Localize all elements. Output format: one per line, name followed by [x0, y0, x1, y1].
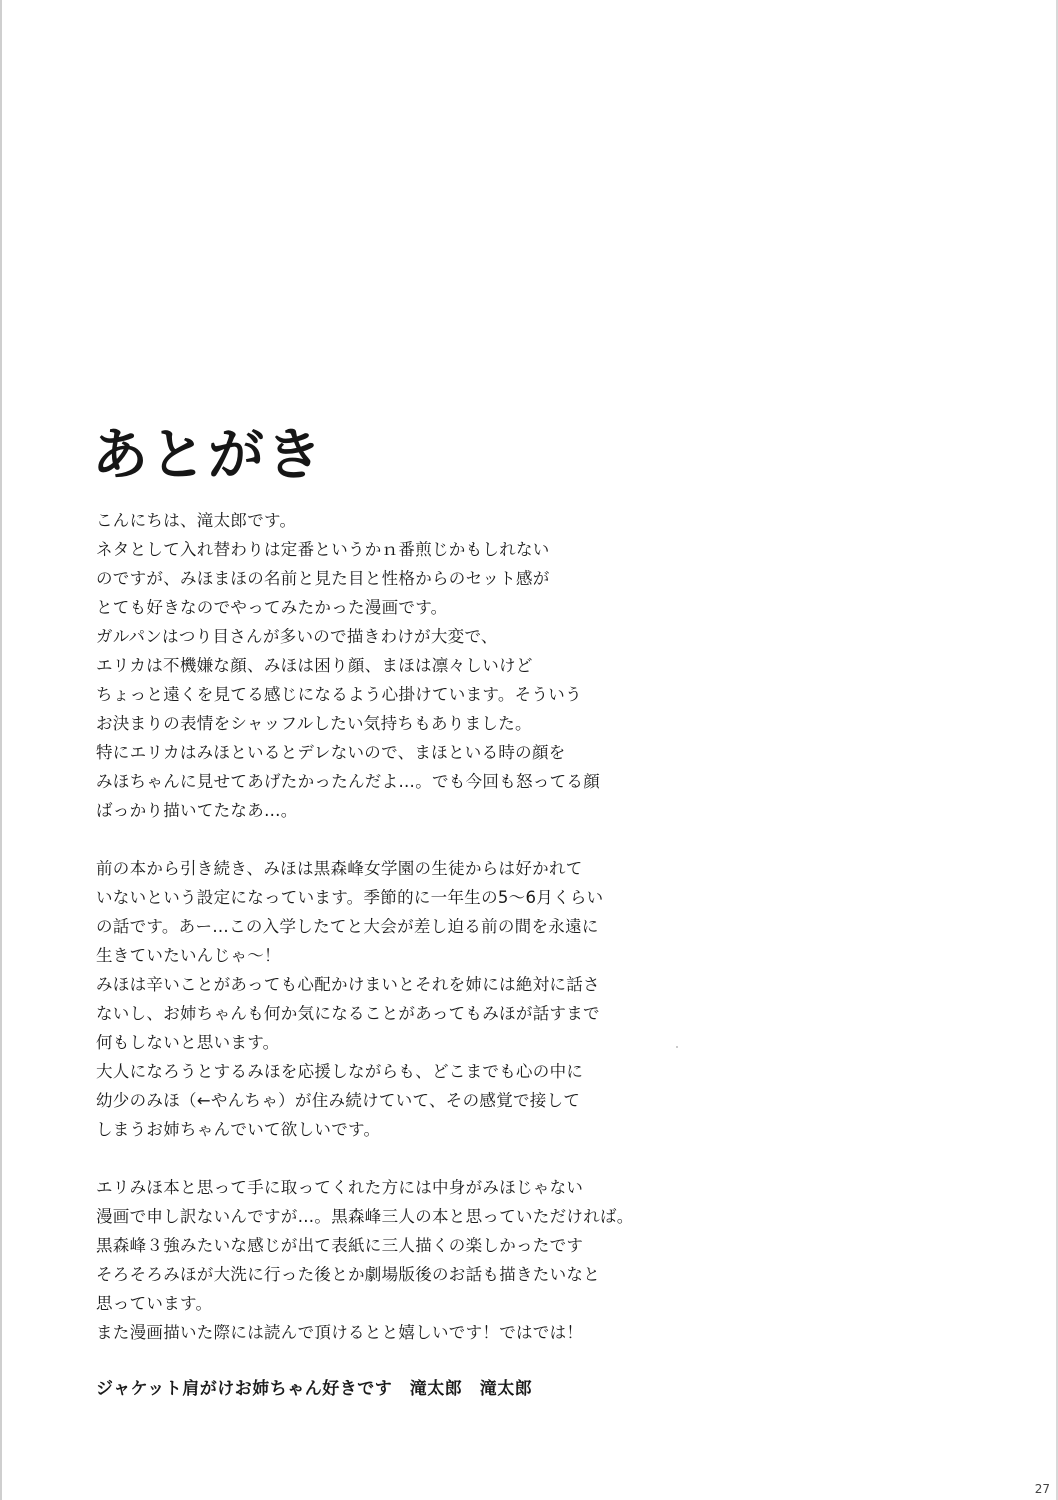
text-line: 特にエリカはみほといるとデレないので、まほといる時の顔を	[96, 743, 566, 762]
text-line: しまうお姉ちゃんでいて欲しいです。	[96, 1120, 381, 1139]
text-line: ばっかり描いてたなあ…。	[96, 801, 298, 820]
author-signature: ジャケット肩がけお姉ちゃん好きです 滝太郎 滝太郎	[96, 1379, 533, 1399]
afterword-heading: あとがき	[92, 423, 324, 488]
text-line: エリみほ本と思って手に取ってくれた方には中身がみほじゃない	[96, 1178, 584, 1197]
paragraph-gap	[96, 825, 656, 854]
print-speck	[676, 1046, 678, 1048]
text-line: 漫画で申し訳ないんですが…。黒森峰三人の本と思っていただければ。	[96, 1207, 634, 1226]
text-line: そろそろみほが大洗に行った後とか劇場版後のお話も描きたいなと	[96, 1265, 600, 1284]
page-edge-left	[0, 0, 2, 1500]
afterword-body	[96, 506, 656, 1347]
text-line: 黒森峰３強みたいな感じが出て表紙に三人描くの楽しかったです	[96, 1236, 584, 1255]
text-line: いないという設定になっています。季節的に一年生の5～6月くらい	[96, 888, 604, 907]
text-line: ちょっと遠くを見てる感じになるよう心掛けています。そういう	[96, 685, 582, 704]
text-line: エリカは不機嫌な顔、みほは困り顔、まほは凛々しいけど	[96, 656, 533, 675]
text-line: ないし、お姉ちゃんも何か気になることがあってもみほが話すまで	[96, 1004, 600, 1023]
text-line: みほは辛いことがあっても心配かけまいとそれを姉には絶対に話さ	[96, 975, 600, 994]
text-line: 幼少のみほ（←やんちゃ）が住み続けていて、その感覚で接して	[96, 1091, 581, 1110]
text-line: みほちゃんに見せてあげたかったんだよ…。でも今回も怒ってる顔	[96, 772, 600, 791]
text-line: 大人になろうとするみほを応援しながらも、どこまでも心の中に	[96, 1062, 584, 1081]
text-line: 前の本から引き続き、みほは黒森峰女学園の生徒からは好かれて	[96, 859, 583, 878]
text-line: お決まりの表情をシャッフルしたい気持ちもありました。	[96, 714, 532, 733]
page-number: 27	[1034, 1482, 1050, 1496]
text-line: とても好きなのでやってみたかった漫画です。	[96, 598, 448, 617]
text-line: こんにちは、滝太郎です。	[96, 511, 297, 530]
text-line: ガルパンはつり目さんが多いので描きわけが大変で、	[96, 627, 498, 646]
paragraph-1	[96, 506, 656, 825]
text-line: また漫画描いた際には読んで頂けるとと嬉しいです！ではでは！	[96, 1323, 584, 1342]
paragraph-3	[96, 1173, 656, 1347]
text-line: 思っています。	[96, 1294, 213, 1313]
text-line: のですが、みほまほの名前と見た目と性格からのセット感が	[96, 569, 550, 588]
text-line: 何もしないと思います。	[96, 1033, 280, 1052]
text-line: ネタとして入れ替わりは定番というかｎ番煎じかもしれない	[96, 540, 550, 559]
paragraph-2	[96, 854, 656, 1144]
paragraph-gap	[96, 1144, 656, 1173]
text-line: の話です。あー…この入学したてと大会が差し迫る前の間を永遠に	[96, 917, 599, 936]
text-line: 生きていたいんじゃ～！	[96, 946, 281, 965]
